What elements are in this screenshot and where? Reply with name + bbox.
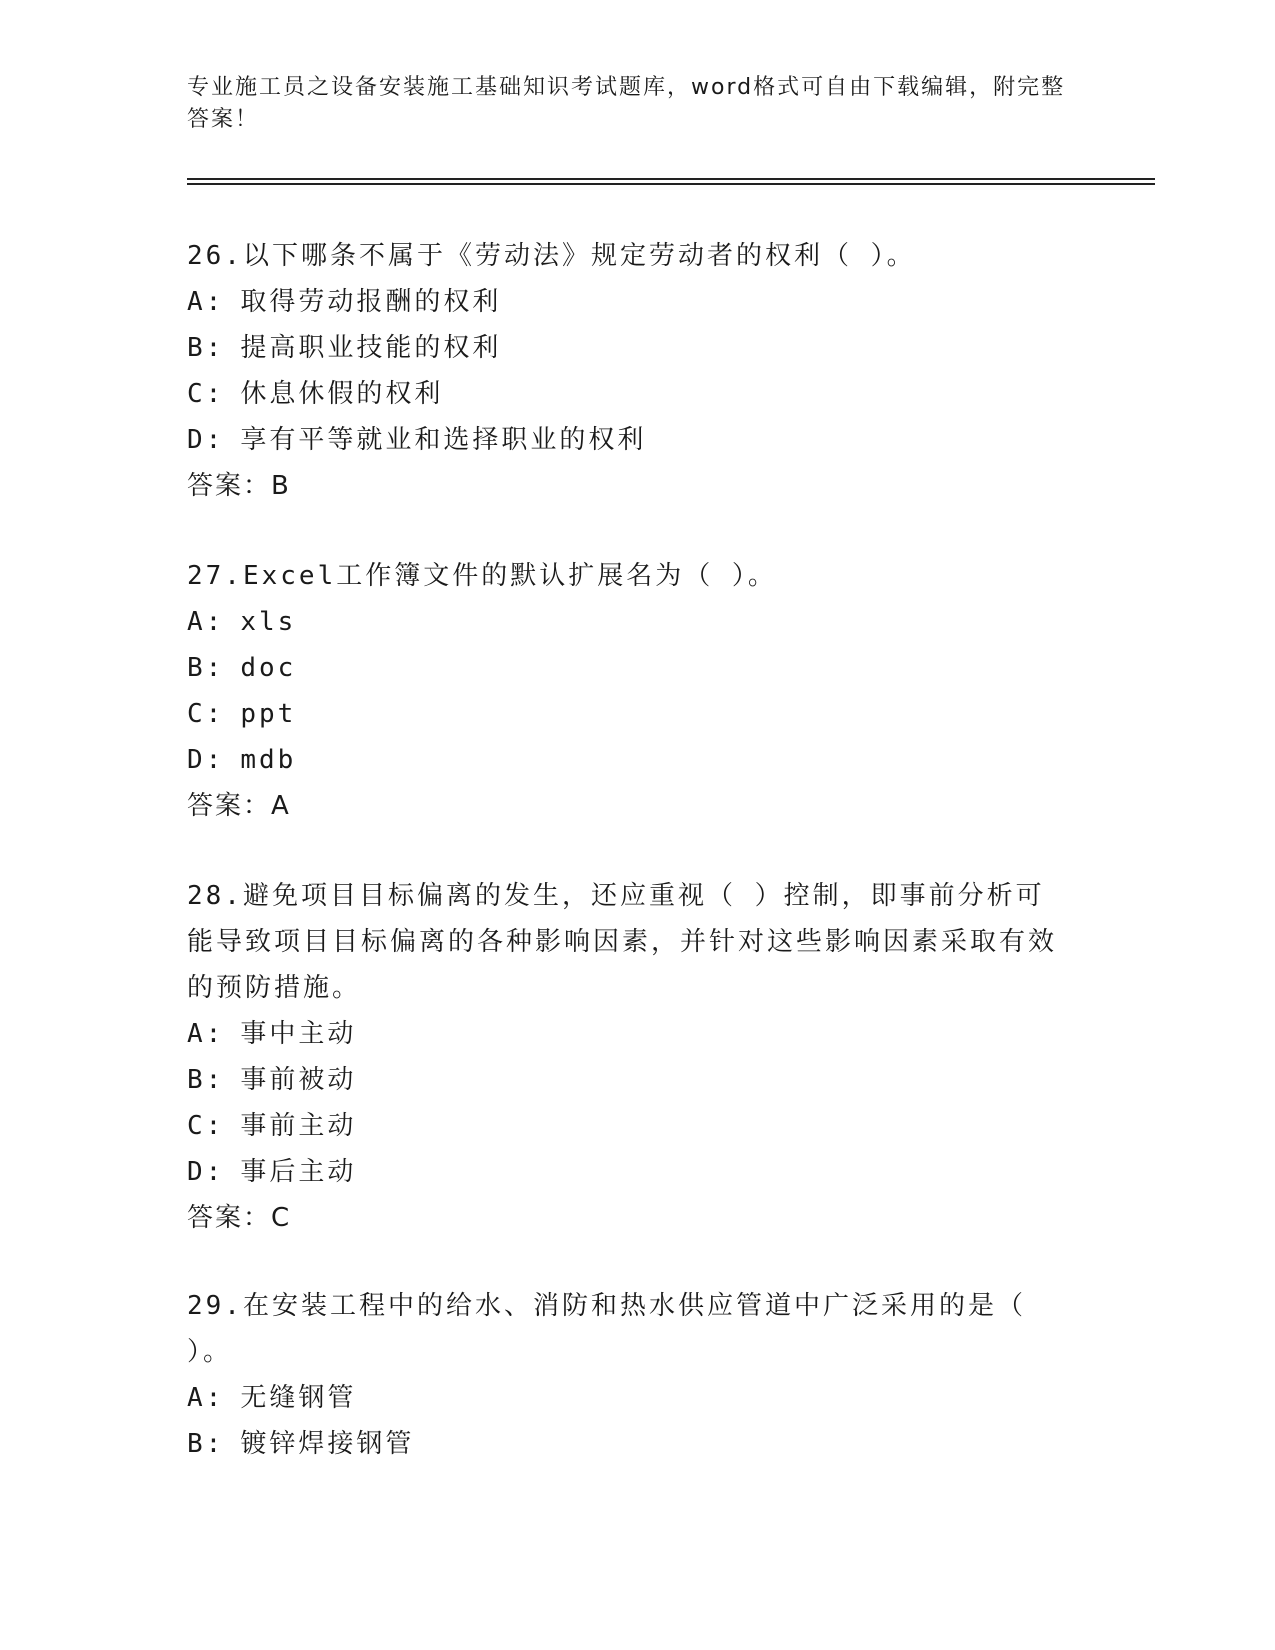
header-divider-bottom (187, 183, 1155, 185)
option-b (187, 1057, 1067, 1103)
question-number: 26. (187, 241, 243, 271)
option-text: ppt (240, 699, 297, 729)
question-number: 29. (187, 1291, 243, 1321)
option-text: xls (240, 607, 297, 637)
option-c (187, 371, 1067, 417)
answer-label: 答案：B (187, 471, 291, 501)
option-text: 无缝钢管 (240, 1383, 357, 1413)
option-text: 享有平等就业和选择职业的权利 (240, 425, 647, 455)
option-text: 事后主动 (240, 1157, 357, 1187)
option-letter: D: (187, 1157, 225, 1187)
option-b (187, 1421, 1067, 1467)
question-number: 27. (187, 561, 243, 591)
option-text: 事前被动 (240, 1065, 357, 1095)
option-letter: B: (187, 1429, 225, 1459)
question-text (187, 873, 1067, 1011)
option-d (187, 1149, 1067, 1195)
option-a (187, 279, 1067, 325)
option-letter: C: (187, 379, 225, 409)
option-d (187, 417, 1067, 463)
option-letter: A: (187, 607, 225, 637)
option-letter: D: (187, 745, 225, 775)
option-text: 休息休假的权利 (240, 379, 444, 409)
option-letter: B: (187, 333, 225, 363)
question-stem: Excel工作簿文件的默认扩展名为（ ）。 (242, 561, 777, 591)
question-stem: 以下哪条不属于《劳动法》规定劳动者的权利（ ）。 (242, 241, 916, 271)
option-d (187, 737, 1067, 783)
answer-label: 答案：A (187, 791, 291, 821)
option-b (187, 645, 1067, 691)
option-letter: C: (187, 1111, 225, 1141)
option-text: doc (240, 653, 297, 683)
option-letter: D: (187, 425, 225, 455)
document-header: 专业施工员之设备安装施工基础知识考试题库，word格式可自由下载编辑，附完整答案！ (187, 75, 1066, 132)
option-text: mdb (240, 745, 297, 775)
option-text: 事中主动 (240, 1019, 357, 1049)
question-text (187, 233, 1067, 279)
header-divider-top (187, 178, 1155, 180)
option-text: 提高职业技能的权利 (240, 333, 502, 363)
option-letter: C: (187, 699, 225, 729)
option-text: 取得劳动报酬的权利 (240, 287, 502, 317)
question-28 (187, 873, 1067, 1241)
option-text: 镀锌焊接钢管 (240, 1429, 415, 1459)
option-b (187, 325, 1067, 371)
option-letter: B: (187, 653, 225, 683)
option-a (187, 1011, 1067, 1057)
option-letter: A: (187, 1383, 225, 1413)
option-letter: B: (187, 1065, 225, 1095)
option-letter: A: (187, 1019, 225, 1049)
question-number: 28. (187, 881, 243, 911)
question-27 (187, 553, 1067, 829)
question-stem: 在安装工程中的给水、消防和热水供应管道中广泛采用的是（ ）。 (187, 1291, 1026, 1367)
question-text (187, 1283, 1067, 1375)
question-text (187, 553, 1067, 599)
question-stem: 避免项目目标偏离的发生，还应重视（ ）控制，即事前分析可能导致项目目标偏离的各种影响因素，并针对这些影响因素采取有效的预防措施。 (187, 881, 1058, 1003)
option-a (187, 599, 1067, 645)
answer-label: 答案：C (187, 1203, 292, 1233)
option-c (187, 691, 1067, 737)
question-26 (187, 233, 1067, 509)
option-text: 事前主动 (240, 1111, 357, 1141)
option-letter: A: (187, 287, 225, 317)
option-c (187, 1103, 1067, 1149)
question-29 (187, 1283, 1067, 1467)
option-a (187, 1375, 1067, 1421)
